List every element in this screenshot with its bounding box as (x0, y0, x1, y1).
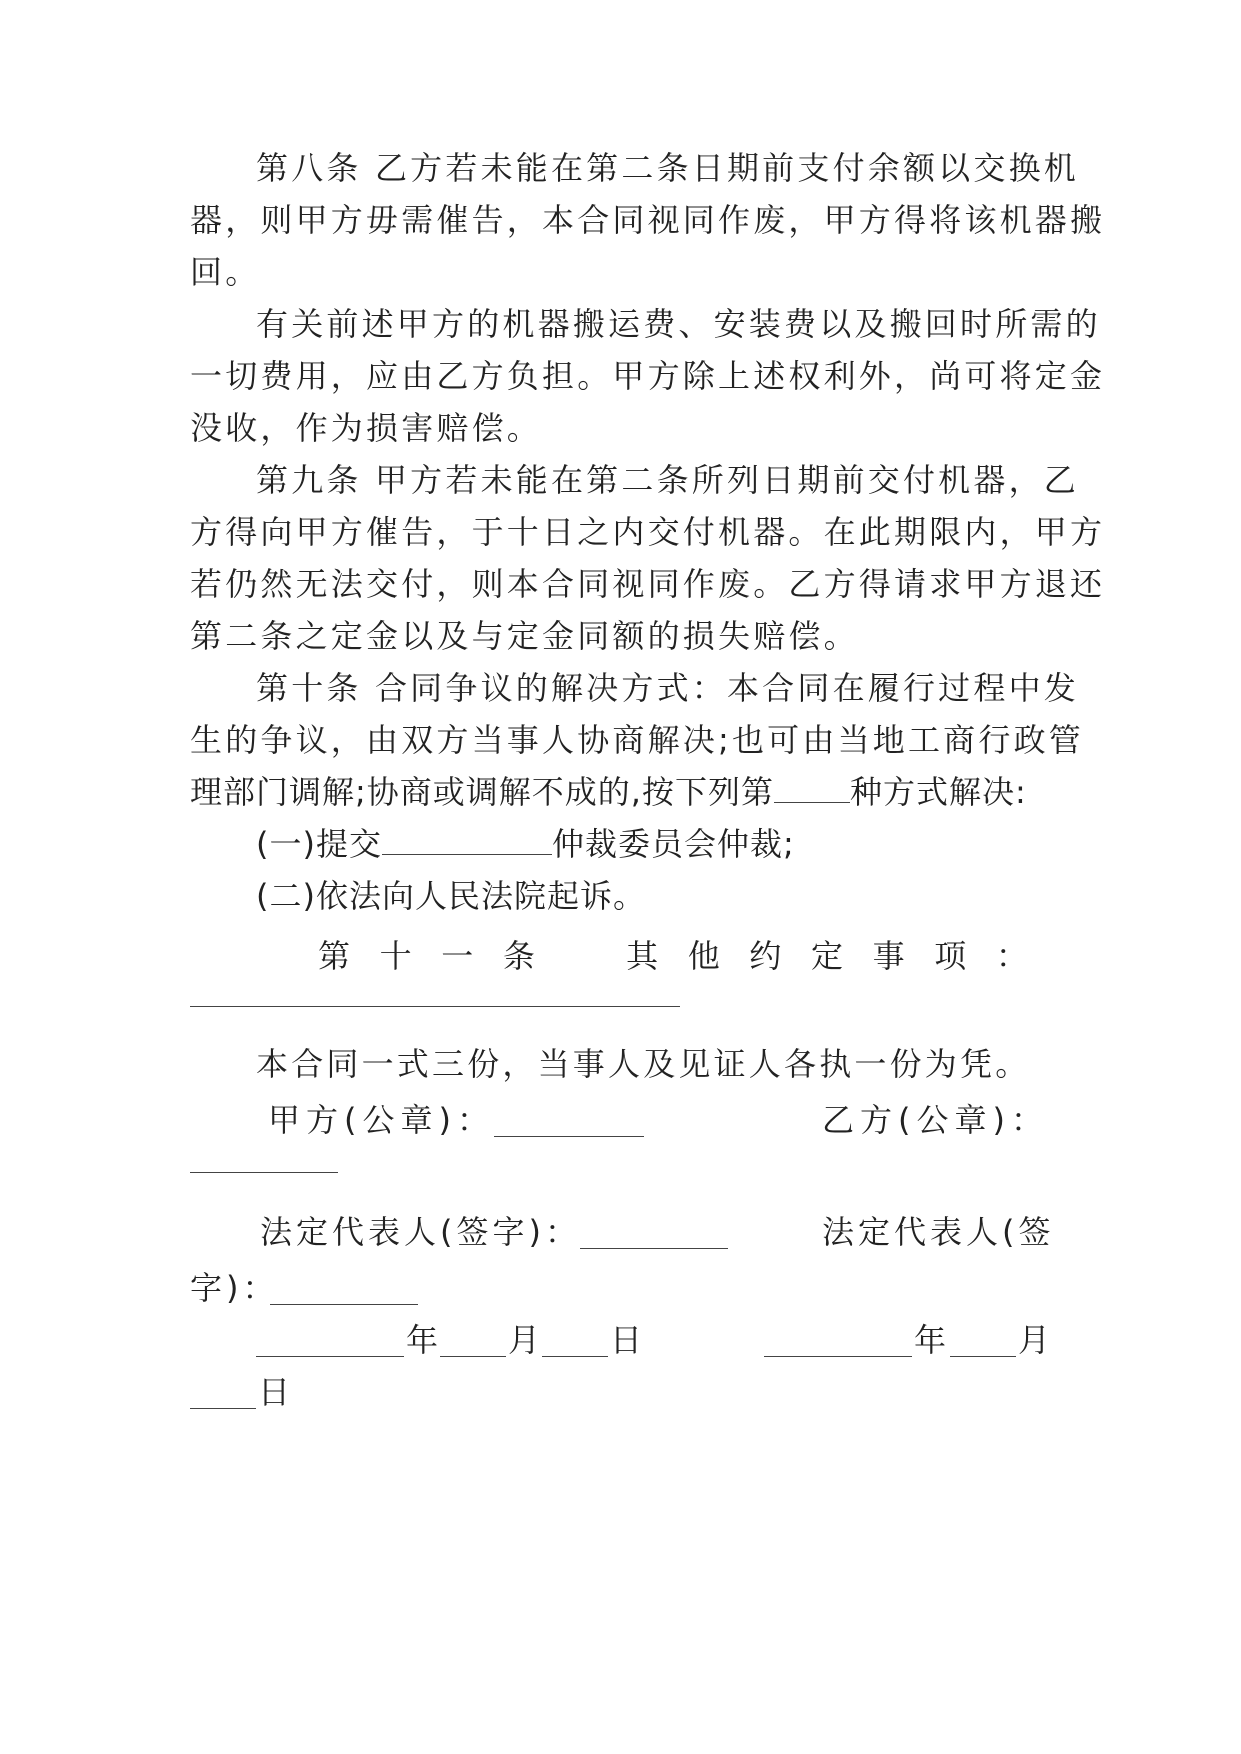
rep-b-sign-label-1: 法定代表人(签 (822, 1213, 1055, 1251)
option-2: (二)依法向人民法院起诉。 (256, 877, 646, 915)
date-b-month-blank (950, 1356, 1016, 1357)
article-9-line-2: 方得向甲方催告，于十日之内交付机器。在此期限内，甲方 (190, 513, 1106, 551)
article-9-line-4: 第二条之定金以及与定金同额的损失赔偿。 (190, 617, 859, 655)
article-11-char: 条 (502, 937, 535, 975)
article-11-char: 定 (810, 937, 843, 975)
article-11-char: 事 (872, 937, 905, 975)
copies-statement: 本合同一式三份，当事人及见证人各执一份为凭。 (256, 1045, 1031, 1083)
party-a-seal-blank (494, 1136, 644, 1137)
rep-a-sign-label: 法定代表人(签字)： (260, 1213, 581, 1251)
party-a-seal-label: 甲方(公章)： (268, 1101, 495, 1139)
date-a-year-label: 年 (406, 1321, 439, 1359)
article-11-char: 项 (934, 937, 967, 975)
costs-line-2: 一切费用，应由乙方负担。甲方除上述权利外，尚可将定金 (190, 357, 1106, 395)
rep-b-sign-label-2: 字)： (190, 1269, 279, 1307)
article-11-char: 他 (687, 937, 720, 975)
article-9-line-1: 第九条 甲方若未能在第二条所列日期前交付机器，乙 (256, 461, 1079, 499)
date-a-year-blank (256, 1356, 404, 1357)
date-a-month-label: 月 (508, 1321, 541, 1359)
date-b-day-blank (190, 1408, 256, 1409)
article-8-line-3: 回。 (190, 253, 261, 291)
article-11-char: 第 (318, 937, 351, 975)
article-11-char: 一 (441, 937, 474, 975)
party-b-seal-blank (190, 1172, 338, 1173)
date-b-year-blank (764, 1356, 912, 1357)
date-a-day-label: 日 (610, 1321, 643, 1359)
article-11-char: 约 (749, 937, 782, 975)
method-number-blank (774, 772, 850, 803)
article-10-line-1: 第十条 合同争议的解决方式：本合同在履行过程中发 (256, 669, 1079, 707)
costs-line-1: 有关前述甲方的机器搬运费、安装费以及搬回时所需的 (256, 305, 1101, 343)
costs-line-3: 没收，作为损害赔偿。 (190, 409, 543, 447)
article-10-line-3-text-a: 理部门调解;协商或调解不成的,按下列第 (190, 773, 774, 811)
date-a-month-blank (440, 1356, 506, 1357)
date-b-month-label: 月 (1018, 1321, 1051, 1359)
article-8-line-2: 器，则甲方毋需催告，本合同视同作废，甲方得将该机器搬 (190, 201, 1106, 239)
other-terms-blank-line (190, 1006, 680, 1007)
article-11-char: ： (995, 937, 1028, 975)
article-10-line-3 (190, 772, 1051, 812)
arbitration-committee-blank (382, 824, 552, 855)
option-1-text-b: 仲裁委员会仲裁; (551, 825, 795, 863)
rep-b-sign-blank (270, 1304, 418, 1305)
rep-a-sign-blank (580, 1248, 728, 1249)
date-b-year-label: 年 (914, 1321, 947, 1359)
article-11-char (565, 936, 597, 976)
article-8-line-1: 第八条 乙方若未能在第二条日期前支付余额以交换机 (256, 149, 1079, 187)
option-1-text-a: (一)提交 (256, 825, 382, 863)
option-1 (256, 824, 1051, 864)
article-11-char: 其 (626, 937, 659, 975)
article-10-line-2: 生的争议，由双方当事人协商解决;也可由当地工商行政管 (190, 721, 1084, 759)
article-9-line-3: 若仍然无法交付，则本合同视同作废。乙方得请求甲方退还 (190, 565, 1106, 603)
date-b-day-label: 日 (258, 1373, 291, 1411)
article-10-line-3-text-b: 种方式解决: (849, 773, 1027, 811)
article-11-heading (318, 936, 1028, 976)
date-a-day-blank (542, 1356, 608, 1357)
article-11-char: 十 (379, 937, 412, 975)
party-b-seal-label: 乙方(公章)： (822, 1101, 1049, 1139)
